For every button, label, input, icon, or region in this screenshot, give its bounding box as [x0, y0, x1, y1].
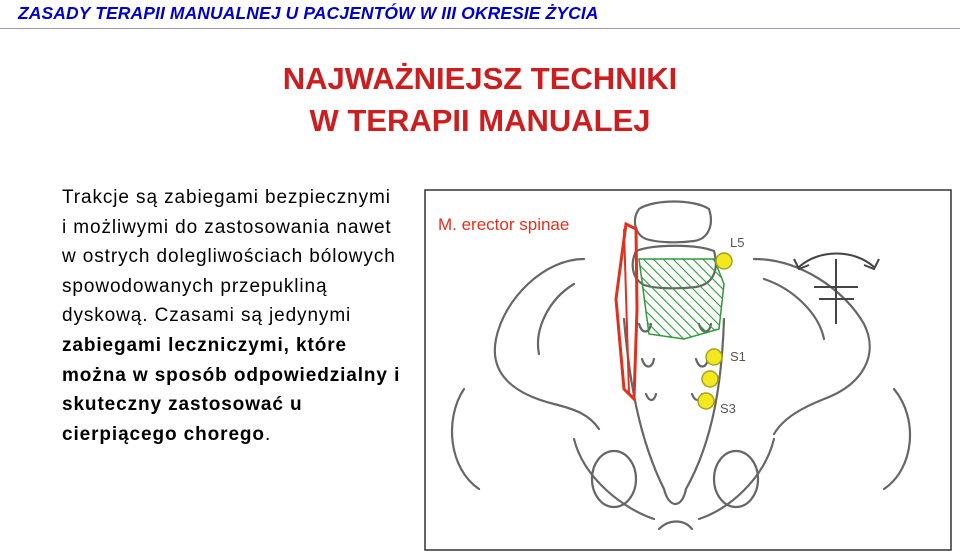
slide-title-line-2: W TERAPII MANUALEJ: [309, 103, 651, 138]
slide-title-line-1: NAJWAŻNIEJSZ TECHNIKI: [282, 61, 678, 96]
slide-header: [0, 0, 960, 30]
right-iliac-wing: [754, 259, 870, 434]
point-s3: [698, 393, 714, 409]
left-iliac-wing: [495, 259, 599, 429]
femoral-outline: [452, 389, 910, 489]
body-paragraph: [62, 183, 402, 449]
header-title: ZASADY TERAPII MANUALNEJ U PACJENTÓW W III OKRESIE ŻYCIA: [18, 3, 599, 23]
body-text-end: .: [264, 423, 271, 445]
point-s2: [702, 371, 718, 387]
left-obturator: [592, 451, 636, 507]
point-s1: [706, 349, 722, 365]
figure-frame: [425, 190, 951, 550]
muscle-label: M. erector spinae: [438, 215, 570, 234]
body-text-bold: zabiegami leczniczymi, które można w sposób odpowiedzialny i skuteczny zastosować u cierpiącego chorego: [62, 334, 401, 445]
slide-title: [180, 58, 780, 142]
label-l5: L5: [730, 235, 745, 250]
label-s3: S3: [720, 401, 736, 416]
vertebra-upper: [635, 202, 711, 243]
body-text-regular: Trakcje są zabiegami bezpiecznymi i możliwymi do zastosowania nawet w ostrych dolegliwościach bólowych spowodowanych przepukliną dyskową. Czasami są jedynymi: [62, 187, 396, 327]
ischial-outline: [574, 439, 774, 519]
label-s1: S1: [730, 349, 746, 364]
point-l5: [716, 253, 732, 269]
pelvis-illustration: [424, 189, 952, 551]
header-divider: [0, 28, 960, 29]
pelvis-drawing: [424, 189, 952, 551]
hatched-region: [639, 259, 724, 339]
